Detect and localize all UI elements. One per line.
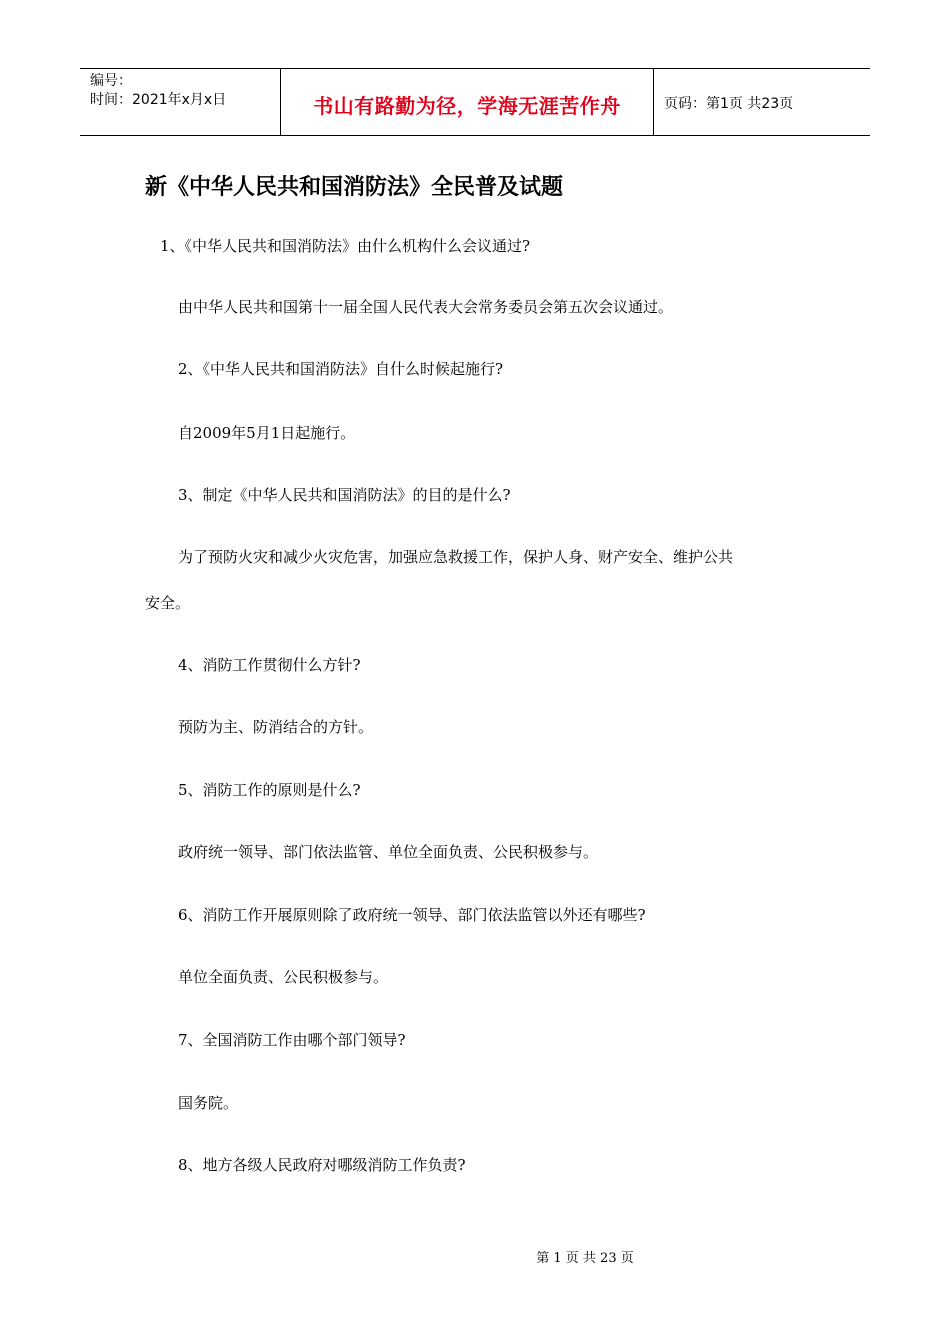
question-7: 7、全国消防工作由哪个部门领导? xyxy=(178,1031,406,1049)
answer-3-line-1: 为了预防火灾和减少火灾危害，加强应急救援工作，保护人身、财产安全、维护公共 xyxy=(178,548,734,566)
question-4: 4、消防工作贯彻什么方针? xyxy=(178,656,361,674)
page-footer: 第 1 页 共 23 页 xyxy=(536,1251,634,1266)
answer-7: 国务院。 xyxy=(178,1094,239,1112)
question-3: 3、制定《中华人民共和国消防法》的目的是什么? xyxy=(178,486,511,504)
question-6: 6、消防工作开展原则除了政府统一领导、部门依法监管以外还有哪些? xyxy=(178,906,646,924)
page-header xyxy=(80,68,870,136)
answer-2: 自2009年5月1日起施行。 xyxy=(178,424,356,442)
question-8: 8、地方各级人民政府对哪级消防工作负责? xyxy=(178,1156,466,1174)
answer-6: 单位全面负责、公民积极参与。 xyxy=(178,968,389,986)
time-label: 时间：2021年x月x日 xyxy=(90,92,227,108)
answer-1: 由中华人民共和国第十一届全国人民代表大会常务委员会第五次会议通过。 xyxy=(178,298,674,316)
document-title: 新《中华人民共和国消防法》全民普及试题 xyxy=(145,175,564,200)
answer-5: 政府统一领导、部门依法监管、单位全面负责、公民积极参与。 xyxy=(178,843,599,861)
question-2: 2、《中华人民共和国消防法》自什么时候起施行? xyxy=(178,360,504,378)
answer-4: 预防为主、防消结合的方针。 xyxy=(178,718,374,736)
header-meta-cell xyxy=(80,69,281,135)
question-5: 5、消防工作的原则是什么? xyxy=(178,781,361,799)
serial-label: 编号： xyxy=(90,73,132,89)
question-1: 1、《中华人民共和国消防法》由什么机构什么会议通过? xyxy=(160,237,531,255)
header-page-info: 页码：第1页 共23页 xyxy=(664,96,794,112)
header-motto: 书山有路勤为径，学海无涯苦作舟 xyxy=(281,69,654,135)
answer-3-line-2: 安全。 xyxy=(145,594,191,612)
